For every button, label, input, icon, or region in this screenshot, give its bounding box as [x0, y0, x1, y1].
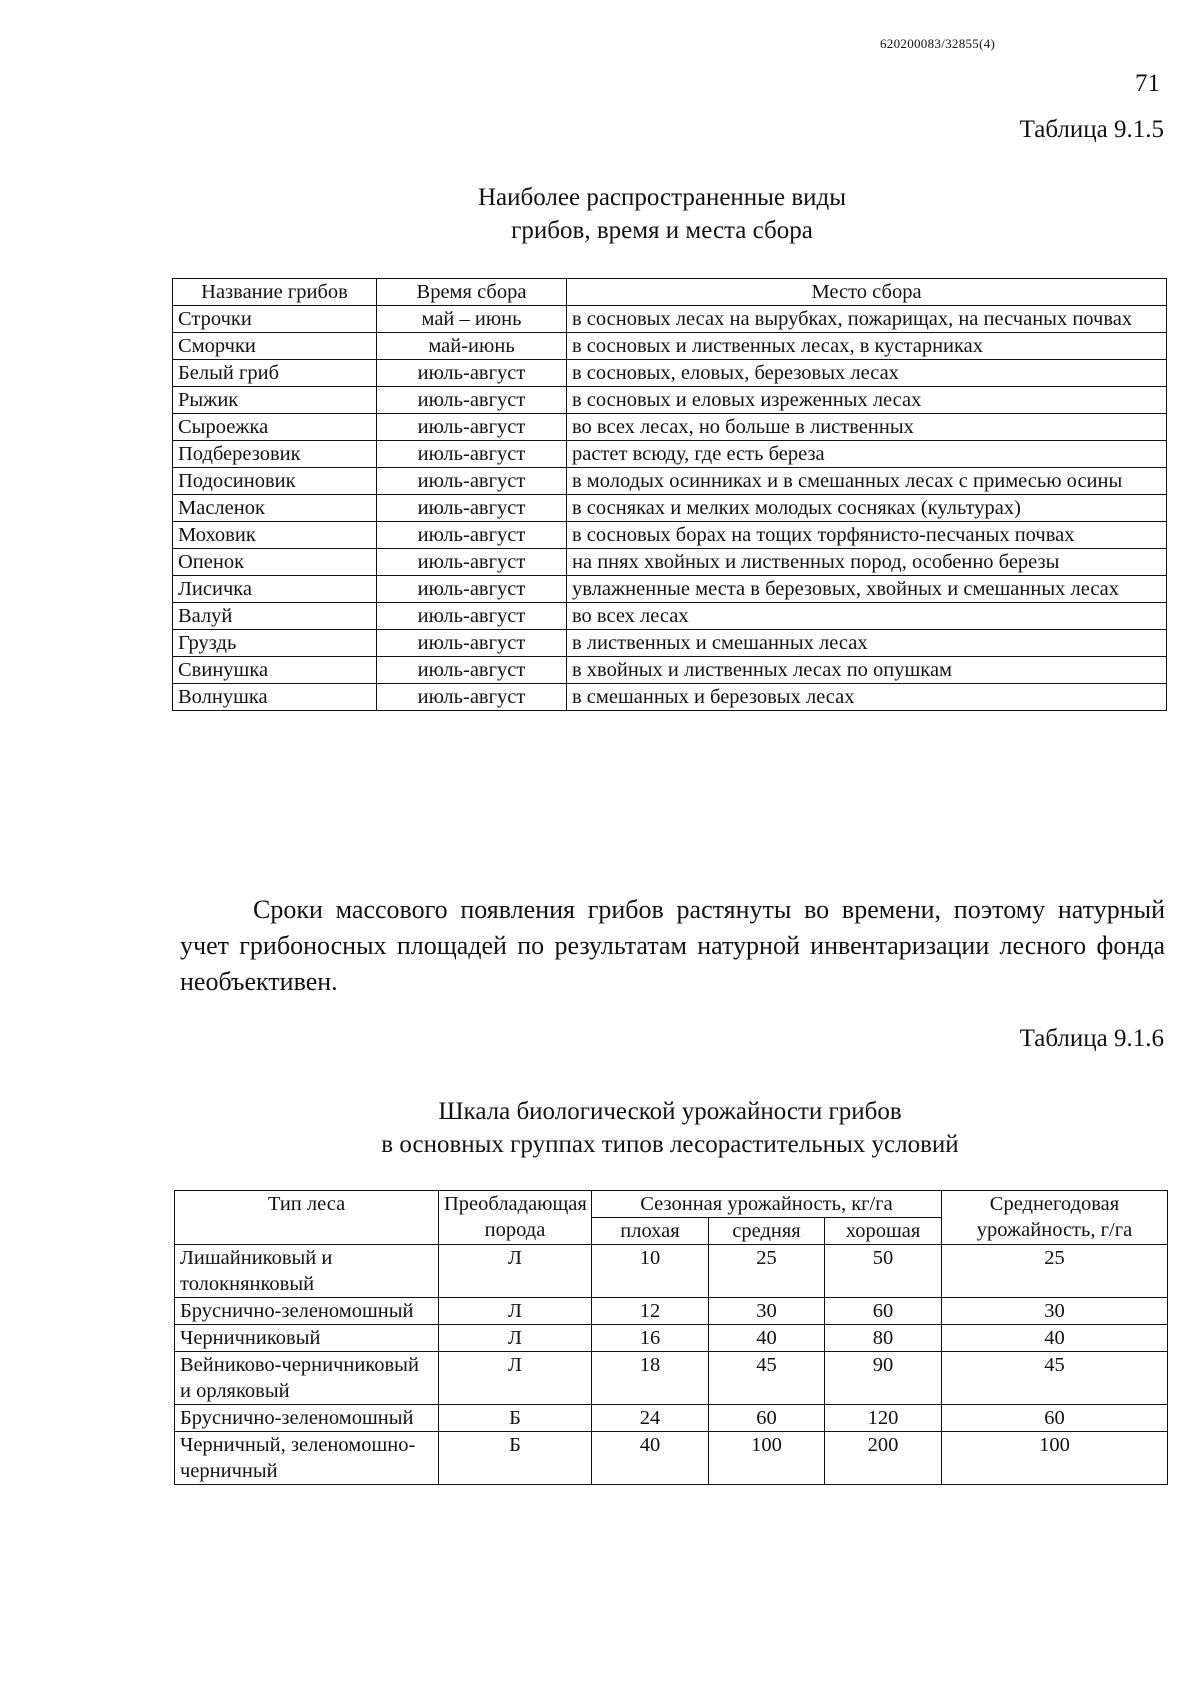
cell-name: Свинушка: [173, 657, 377, 684]
cell-name: Сморчки: [173, 333, 377, 360]
cell-forest-type: Бруснично-зеленомошный: [175, 1298, 439, 1325]
cell-time: июль-август: [377, 522, 567, 549]
cell-name: Опенок: [173, 549, 377, 576]
cell-place: в сосновых и лиственных лесах, в кустарниках: [567, 333, 1167, 360]
cell-poor: 10: [592, 1245, 709, 1298]
cell-annual: 100: [942, 1432, 1168, 1485]
cell-name: Масленок: [173, 495, 377, 522]
cell-time: июль-август: [377, 576, 567, 603]
cell-place: во всех лесах: [567, 603, 1167, 630]
cell-poor: 16: [592, 1325, 709, 1352]
cell-good: 60: [825, 1298, 942, 1325]
cell-time: июль-август: [377, 549, 567, 576]
cell-time: май – июнь: [377, 306, 567, 333]
cell-place: в сосновых и еловых изреженных лесах: [567, 387, 1167, 414]
cell-good: 200: [825, 1432, 942, 1485]
column-header-seasonal-yield: Сезонная урожайность, кг/га: [592, 1191, 942, 1218]
cell-place: в лиственных и смешанных лесах: [567, 630, 1167, 657]
table-row: [175, 1405, 1168, 1432]
cell-medium: 40: [709, 1325, 825, 1352]
yield-scale-table-body: [175, 1245, 1168, 1485]
cell-name: Волнушка: [173, 684, 377, 711]
cell-species: Б: [439, 1405, 592, 1432]
cell-medium: 30: [709, 1298, 825, 1325]
cell-medium: 60: [709, 1405, 825, 1432]
cell-annual: 60: [942, 1405, 1168, 1432]
cell-forest-type: Вейниково-черничниковый и орляковый: [175, 1352, 439, 1405]
cell-place: на пнях хвойных и лиственных пород, особенно березы: [567, 549, 1167, 576]
table-row: [173, 441, 1167, 468]
column-header-species: Преобладающая порода: [439, 1191, 592, 1245]
cell-time: июль-август: [377, 468, 567, 495]
cell-place: увлажненные места в березовых, хвойных и смешанных лесах: [567, 576, 1167, 603]
cell-poor: 12: [592, 1298, 709, 1325]
table-title-2-line-1: Шкала биологической урожайности грибов: [438, 1098, 902, 1125]
table-row: [173, 495, 1167, 522]
cell-place: в смешанных и березовых лесах: [567, 684, 1167, 711]
cell-time: июль-август: [377, 630, 567, 657]
table-title-1-line-1: Наиболее распространенные виды: [477, 184, 847, 211]
table-header-row: [173, 279, 1167, 306]
table-number-1: Таблица 9.1.5: [1019, 116, 1164, 143]
cell-place: растет всюду, где есть береза: [567, 441, 1167, 468]
column-header-forest-type: Тип леса: [175, 1191, 439, 1245]
table-row: [173, 387, 1167, 414]
table-header-row: [175, 1191, 1168, 1218]
cell-annual: 25: [942, 1245, 1168, 1298]
cell-place: в сосновых борах на тощих торфянисто-песчаных почвах: [567, 522, 1167, 549]
cell-annual: 30: [942, 1298, 1168, 1325]
cell-place: во всех лесах, но больше в лиственных: [567, 414, 1167, 441]
cell-forest-type: Лишайниковый и толокнянковый: [175, 1245, 439, 1298]
cell-species: Л: [439, 1352, 592, 1405]
table-title-2: [70, 1095, 1200, 1161]
cell-time: июль-август: [377, 414, 567, 441]
cell-time: июль-август: [377, 495, 567, 522]
cell-good: 80: [825, 1325, 942, 1352]
page-number: 71: [1135, 70, 1160, 97]
cell-name: Рыжик: [173, 387, 377, 414]
cell-name: Валуй: [173, 603, 377, 630]
table-row: [173, 333, 1167, 360]
cell-name: Лисичка: [173, 576, 377, 603]
cell-time: июль-август: [377, 603, 567, 630]
table-row: [173, 414, 1167, 441]
table-row: [173, 468, 1167, 495]
cell-place: в сосновых, еловых, березовых лесах: [567, 360, 1167, 387]
cell-species: Л: [439, 1325, 592, 1352]
cell-time: июль-август: [377, 684, 567, 711]
cell-time: июль-август: [377, 360, 567, 387]
table-row: [173, 306, 1167, 333]
cell-name: Моховик: [173, 522, 377, 549]
cell-forest-type: Черничный, зеленомошно-черничный: [175, 1432, 439, 1485]
column-header-medium: средняя: [709, 1218, 825, 1245]
cell-poor: 40: [592, 1432, 709, 1485]
table-title-1-line-2: грибов, время и места сбора: [511, 217, 813, 244]
cell-time: май-июнь: [377, 333, 567, 360]
table-row: [173, 522, 1167, 549]
cell-name: Сыроежка: [173, 414, 377, 441]
mushroom-species-table-body: [173, 306, 1167, 711]
mushroom-species-table: [172, 278, 1167, 711]
cell-species: Л: [439, 1298, 592, 1325]
table-title-2-line-2: в основных группах типов лесорастительных условий: [381, 1131, 959, 1158]
table-row: [175, 1432, 1168, 1485]
table-row: [175, 1325, 1168, 1352]
cell-place: в сосняках и мелких молодых сосняках (культурах): [567, 495, 1167, 522]
cell-good: 90: [825, 1352, 942, 1405]
cell-medium: 45: [709, 1352, 825, 1405]
table-row: [173, 549, 1167, 576]
table-row: [175, 1352, 1168, 1405]
cell-poor: 24: [592, 1405, 709, 1432]
cell-name: Подосиновик: [173, 468, 377, 495]
cell-time: июль-август: [377, 441, 567, 468]
table-row: [173, 657, 1167, 684]
column-header-good: хорошая: [825, 1218, 942, 1245]
table-row: [173, 630, 1167, 657]
column-header-annual-yield: Среднегодовая урожайность, г/га: [942, 1191, 1168, 1245]
cell-annual: 40: [942, 1325, 1168, 1352]
cell-forest-type: Бруснично-зеленомошный: [175, 1405, 439, 1432]
cell-annual: 45: [942, 1352, 1168, 1405]
cell-place: в молодых осинниках и в смешанных лесах с примесью осины: [567, 468, 1167, 495]
cell-time: июль-август: [377, 387, 567, 414]
cell-species: Л: [439, 1245, 592, 1298]
body-paragraph: Сроки массового появления грибов растянуты во времени, поэтому натурный учет грибоносных площадей по результатам натурной инвентаризации лесного фонда необъективен.: [180, 895, 1165, 996]
cell-forest-type: Черничниковый: [175, 1325, 439, 1352]
cell-name: Белый гриб: [173, 360, 377, 387]
table-number-2: Таблица 9.1.6: [1019, 1025, 1164, 1052]
table-row: [173, 360, 1167, 387]
cell-poor: 18: [592, 1352, 709, 1405]
cell-name: Груздь: [173, 630, 377, 657]
table-row: [175, 1298, 1168, 1325]
cell-time: июль-август: [377, 657, 567, 684]
cell-species: Б: [439, 1432, 592, 1485]
document-id: 620200083/32855(4): [880, 36, 996, 51]
cell-place: в хвойных и лиственных лесах по опушкам: [567, 657, 1167, 684]
column-header-place: Место сбора: [567, 279, 1167, 306]
cell-name: Подберезовик: [173, 441, 377, 468]
table-row: [175, 1245, 1168, 1298]
table-row: [173, 603, 1167, 630]
cell-medium: 100: [709, 1432, 825, 1485]
cell-good: 50: [825, 1245, 942, 1298]
column-header-name: Название грибов: [173, 279, 377, 306]
column-header-time: Время сбора: [377, 279, 567, 306]
cell-medium: 25: [709, 1245, 825, 1298]
table-title-1: [62, 181, 1200, 247]
table-row: [173, 684, 1167, 711]
table-row: [173, 576, 1167, 603]
cell-place: в сосновых лесах на вырубках, пожарищах, на песчаных почвах: [567, 306, 1167, 333]
yield-scale-table: [174, 1190, 1168, 1485]
column-header-poor: плохая: [592, 1218, 709, 1245]
cell-good: 120: [825, 1405, 942, 1432]
cell-name: Строчки: [173, 306, 377, 333]
